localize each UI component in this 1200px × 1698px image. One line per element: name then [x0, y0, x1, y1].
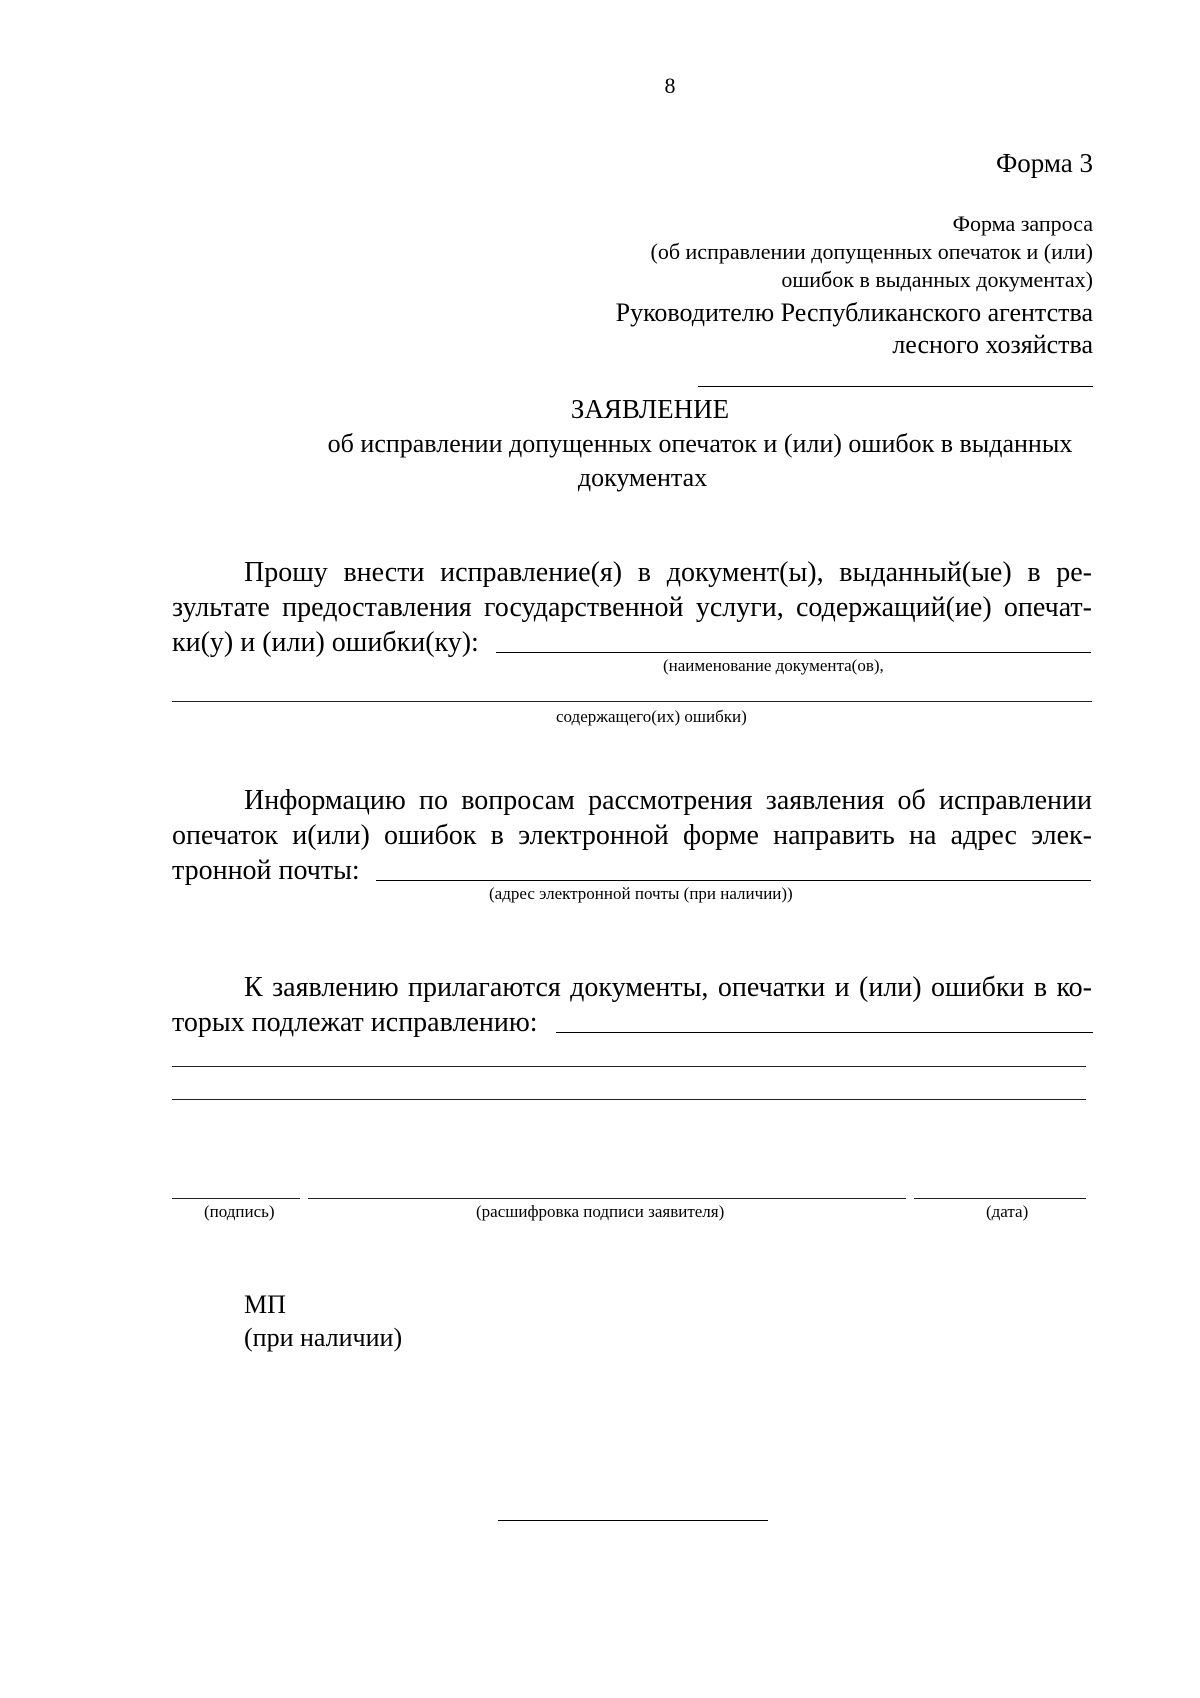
- title-block: [172, 392, 1112, 495]
- date-caption: (дата): [986, 1202, 1029, 1221]
- header-line-1: Форма запроса: [952, 211, 1093, 236]
- signature-decode-field[interactable]: [308, 1198, 906, 1199]
- addressee-line-2: лесного хозяйства: [892, 330, 1093, 359]
- stamp-note: (при наличии): [244, 1323, 403, 1352]
- document-errors-caption: содержащего(их) ошибки): [556, 707, 747, 726]
- attachments-line-2: торых подлежат исправлению:: [172, 1007, 538, 1038]
- addressee-name-line[interactable]: [698, 386, 1093, 387]
- signature-field[interactable]: [172, 1198, 300, 1199]
- email-field[interactable]: [376, 880, 1091, 881]
- title-heading: ЗАЯВЛЕНИЕ: [570, 394, 730, 424]
- stamp-label: МП: [244, 1290, 286, 1319]
- info-line-3: тронной почты:: [172, 855, 360, 886]
- header-line-2: (об исправлении допущенных опечаток и (или): [650, 239, 1093, 264]
- request-line-3: [172, 625, 1092, 660]
- document-name-field-line-2[interactable]: [172, 701, 1092, 702]
- document-name-field[interactable]: [496, 652, 1091, 653]
- request-line-3-text: ки(у) и (или) ошибки(ку):: [172, 627, 479, 658]
- addressee-line-1: Руководителю Республиканского агентства: [615, 298, 1093, 327]
- document-name-caption: (наименование документа(ов),: [663, 656, 884, 675]
- attachments-field-line-2[interactable]: [172, 1066, 1086, 1067]
- request-line-1: Прошу внести исправление(я) в документ(ы), выданный(ые) в ре-: [244, 557, 1092, 588]
- attachments-line-1: К заявлению прилагаются документы, опечатки и (или) ошибки в ко-: [244, 972, 1092, 1003]
- header-block: [300, 210, 1093, 361]
- form-label: Форма 3: [995, 148, 1093, 178]
- info-line-1: Информацию по вопросам рассмотрения заявления об исправлении: [244, 785, 1092, 816]
- attachments-field[interactable]: [556, 1032, 1093, 1033]
- header-line-3: ошибок в выданных документах): [781, 267, 1093, 292]
- email-caption: (адрес электронной почты (при наличии)): [489, 884, 793, 903]
- page-number: 8: [664, 73, 676, 98]
- attachments-paragraph: [172, 970, 1092, 1040]
- request-line-2: зультате предоставления государственной услуги, содержащий(ие) опечат-: [172, 592, 1092, 623]
- signature-decode-caption: (расшифровка подписи заявителя): [476, 1202, 725, 1221]
- bottom-separator: [498, 1520, 768, 1521]
- date-field[interactable]: [914, 1198, 1086, 1199]
- stamp-block: [244, 1288, 402, 1354]
- title-sub-line-2: документах: [577, 463, 708, 492]
- title-sub-line-1: об исправлении допущенных опечаток и (или) ошибок в выданных: [327, 429, 1073, 458]
- info-line-2: опечаток и(или) ошибок в электронной форме направить на адрес элек-: [172, 820, 1092, 851]
- request-paragraph: [172, 555, 1092, 660]
- signature-caption: (подпись): [204, 1202, 275, 1221]
- attachments-field-line-3[interactable]: [172, 1099, 1086, 1100]
- info-paragraph: [172, 783, 1092, 888]
